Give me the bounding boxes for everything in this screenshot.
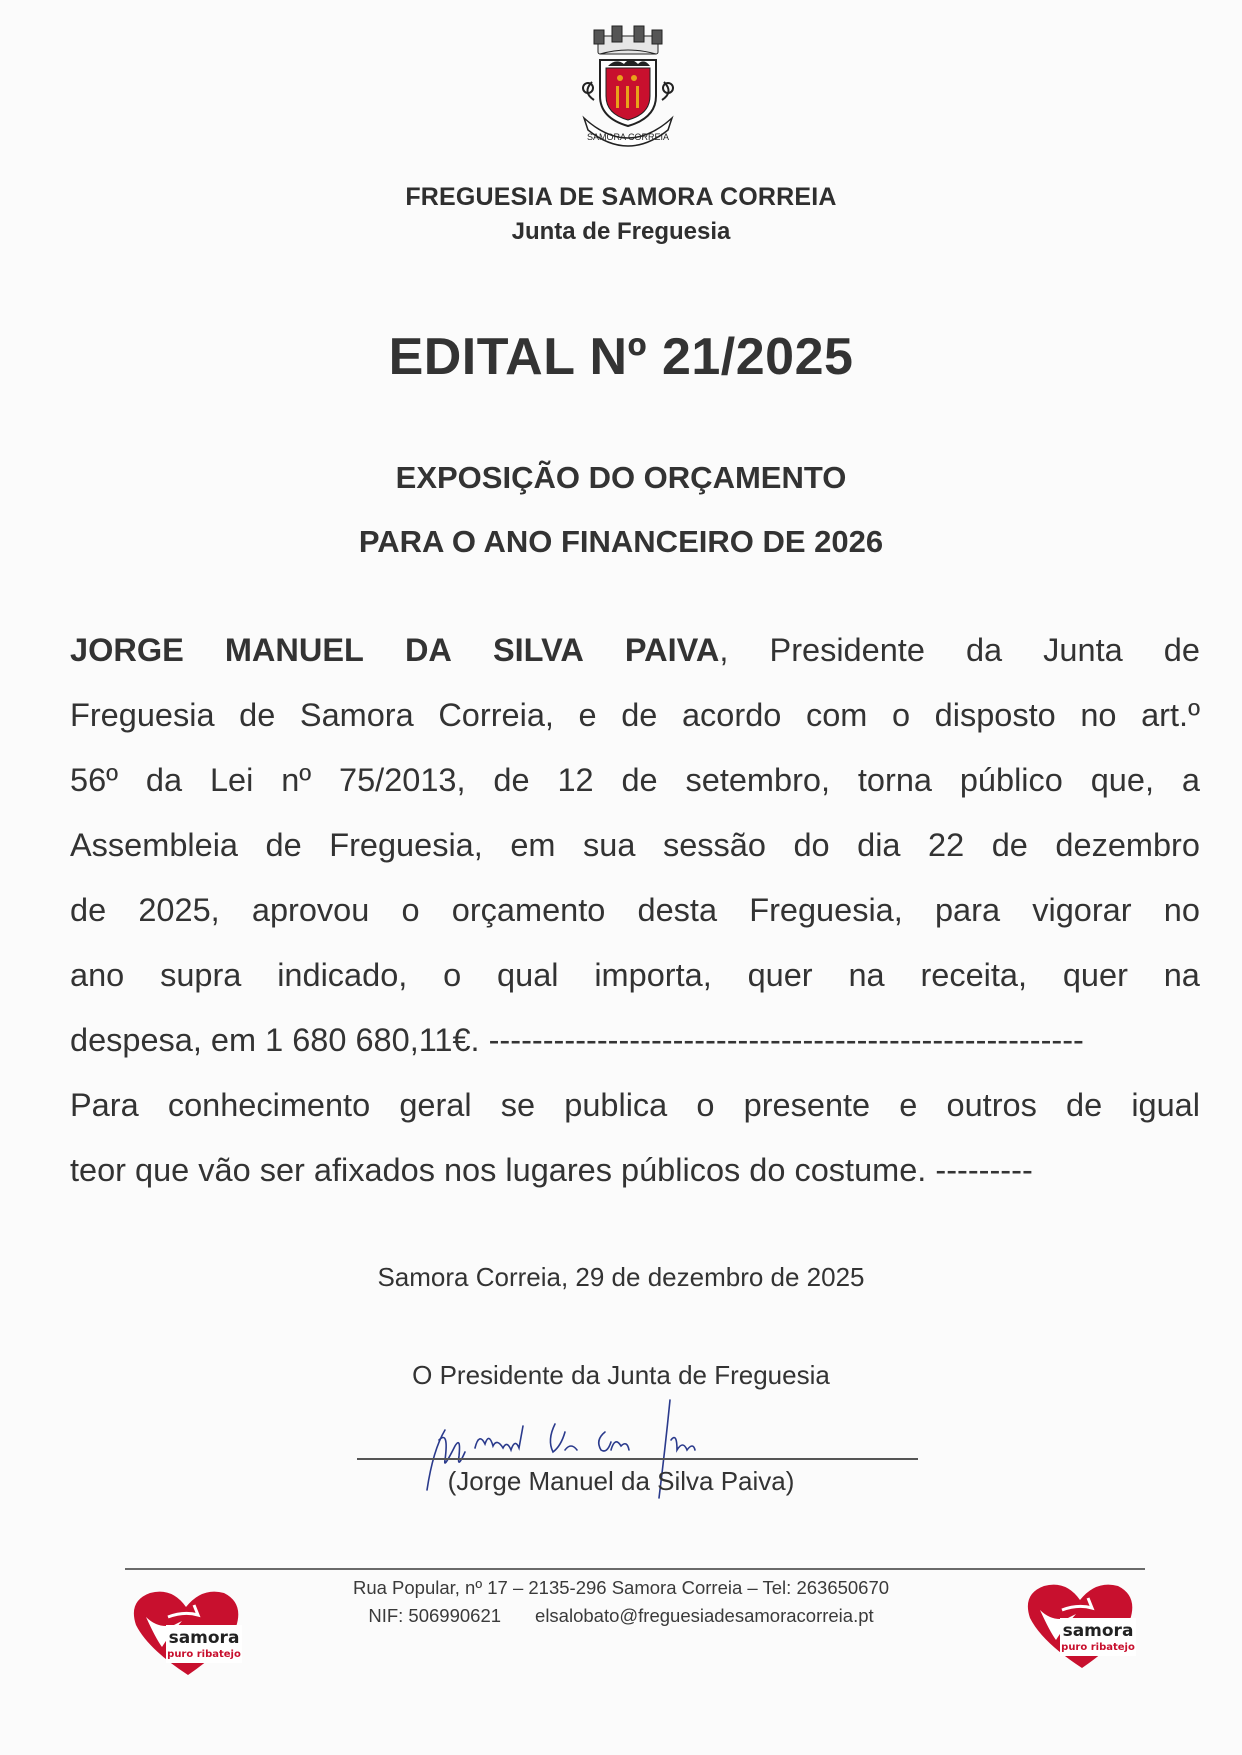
svg-text:samora: samora [1062, 1621, 1134, 1641]
paragraph-line-amount [70, 1008, 1200, 1073]
paragraph-line: Assembleia de Freguesia, em sua sessão do dia 22 de dezembro [70, 827, 1200, 863]
samora-puro-ribatejo-logo [1022, 1578, 1142, 1673]
organization-subtitle: Junta de Freguesia [511, 218, 731, 245]
svg-text:SAMORA CORREIA: SAMORA CORREIA [586, 132, 670, 142]
paragraph-line: 56º da Lei nº 75/2013, de 12 de setembro, torna público que, a [70, 762, 1200, 798]
samora-puro-ribatejo-logo [128, 1585, 248, 1680]
signatory-name: (Jorge Manuel da Silva Paiva) [447, 1466, 795, 1496]
paragraph-line: Para conhecimento geral se publica o presente e outros de igual [70, 1087, 1200, 1123]
footer-divider [125, 1568, 1145, 1570]
document-subtitle-line-2: PARA O ANO FINANCEIRO DE 2026 [358, 524, 884, 559]
paragraph-line: de 2025, aprovou o orçamento desta Freguesia, para vigorar no [70, 892, 1200, 928]
svg-text:puro ribatejo: puro ribatejo [167, 1649, 241, 1660]
paragraph-line: ano supra indicado, o qual importa, quer na receita, quer na [70, 957, 1200, 993]
signature-line [357, 1458, 918, 1460]
paragraph-line: teor que vão ser afixados nos lugares públicos do costume. --------- [70, 1152, 1033, 1188]
footer-address: Rua Popular, nº 17 – 2135-296 Samora Correia – Tel: 263650670 [352, 1577, 890, 1598]
organization-name: FREGUESIA DE SAMORA CORREIA [405, 183, 837, 211]
filler-dashes: --------- [935, 1152, 1033, 1188]
document-title: EDITAL Nº 21/2025 [388, 328, 854, 386]
svg-text:samora: samora [168, 1628, 240, 1648]
document-subtitle-line-1: EXPOSIÇÃO DO ORÇAMENTO [395, 460, 847, 495]
body-paragraph-publication [70, 1073, 1200, 1203]
body-paragraph-announcement [70, 618, 1200, 1073]
svg-text:puro ribatejo: puro ribatejo [1061, 1642, 1135, 1653]
budget-amount-text: despesa, em 1 680 680,11€. [70, 1022, 480, 1058]
paragraph-line: Freguesia de Samora Correia, e de acordo com o disposto no art.º [70, 697, 1200, 733]
filler-dashes: ------------------------------------------------------- [488, 1022, 1084, 1058]
signatory-title: O Presidente da Junta de Freguesia [412, 1360, 830, 1390]
coat-of-arms-emblem [572, 22, 684, 152]
footer-nif: NIF: 506990621 [368, 1605, 502, 1626]
paragraph-line: JORGE MANUEL DA SILVA PAIVA, Presidente da Junta de [70, 632, 1200, 668]
date-place-line: Samora Correia, 29 de dezembro de 2025 [377, 1262, 865, 1292]
footer-email-link[interactable]: elsalobato@freguesiadesamoracorreia.pt [535, 1605, 874, 1626]
